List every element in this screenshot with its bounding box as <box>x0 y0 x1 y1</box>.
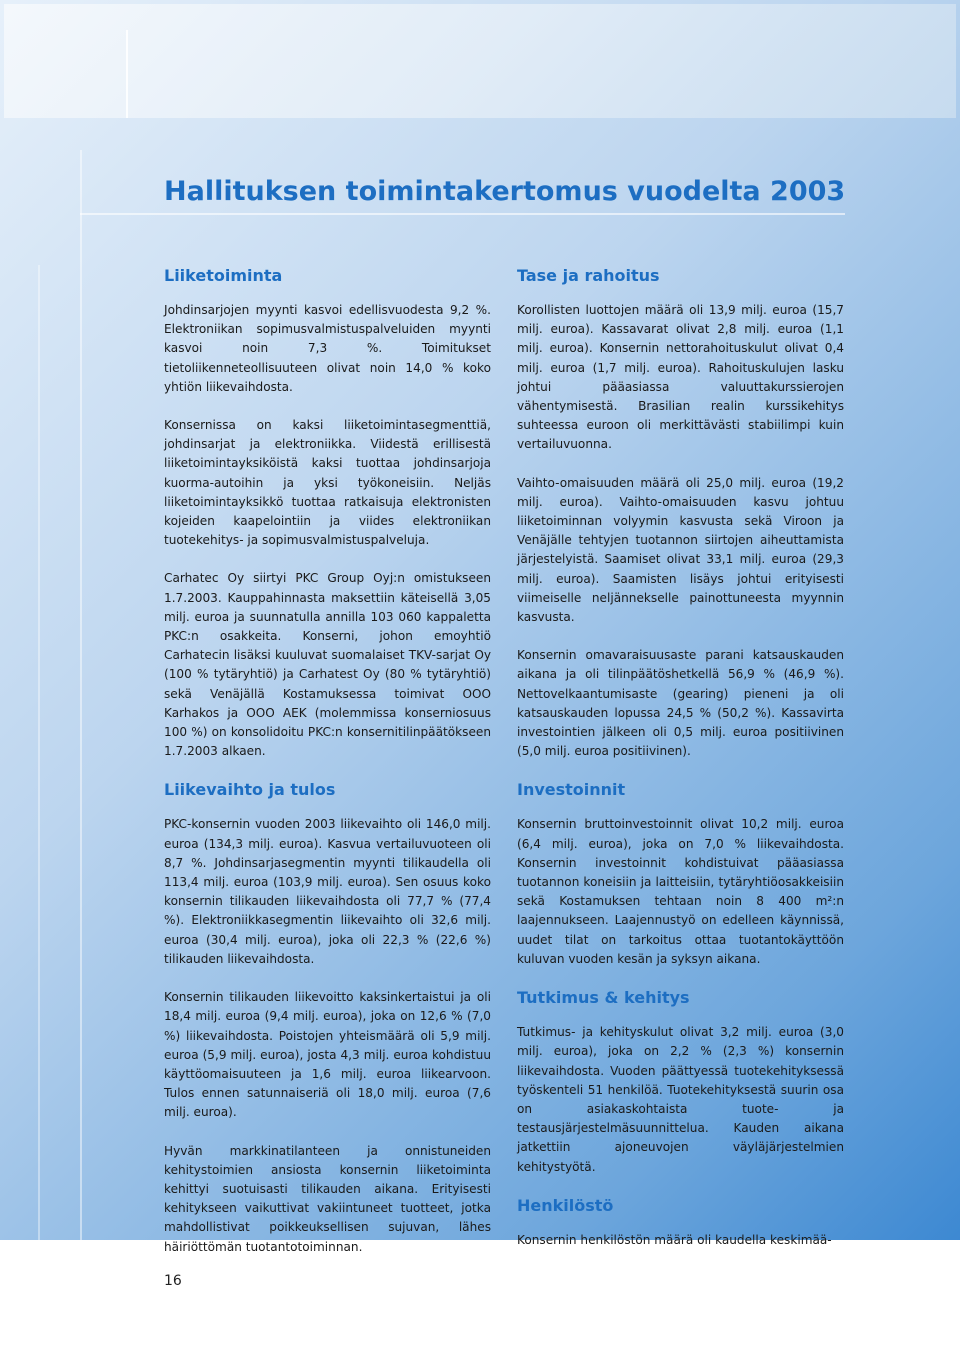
right-column <box>517 266 844 1269</box>
paragraph: Konsernin bruttoinvestoinnit olivat 10,2 milj. euroa (6,4 milj. euroa), joka on 7,0 % liikevaihdosta. Konsernin investoinnit kohdistuivat pääasiassa tuotannon koneisiin ja laitteisiin, tytäryhtiöosakkeisiin sekä Kostamuksen tehtaan noin 8 400 m²:n laajennukseen. Laajennustyö on edelleen käynnissä, uudet tilat on tarkoitus ottaa tuotantokäyttöön kuluvan vuoden kesän ja syksyn aikana. <box>517 817 844 966</box>
decorative-line <box>80 150 82 1240</box>
section-heading-liikevaihto-ja-tulos: Liikevaihto ja tulos <box>164 780 336 800</box>
page-title: Hallituksen toimintakertomus vuodelta 2003 <box>164 176 846 207</box>
section-heading-henkilosto: Henkilöstö <box>517 1195 614 1215</box>
top-band <box>4 4 956 118</box>
decorative-line <box>126 30 128 118</box>
paragraph: Vaihto-omaisuuden määrä oli 25,0 milj. euroa (19,2 milj. euroa). Vaihto-omaisuuden kasvu johtuu liiketoiminnan volyymin kasvusta sekä Viroon ja Venäjälle tehtyjen tuotannon siirtojen aiheuttamista järjestelyistä. Saamiset olivat 33,1 milj. euroa (29,3 milj. euroa). Saamisten lisäys johtui erityisesti viimeiselle neljännekselle painottuneesta myynnin kasvusta. <box>517 475 844 625</box>
paragraph: Tutkimus- ja kehityskulut olivat 3,2 milj. euroa (3,0 milj. euroa), joka on 2,2 % (2,3 %) konsernin liikevaihdosta. Vuoden päättyessä tuotekehityksessä työskenteli 51 henkilöä. Tuotekehityksestä suurin osa on asiakaskohtaista tuote- ja testausjärjestelmäsuunnittelua. Kauden aikana jatkettiin ajoneuvojen väyläjärjestelmien kehitystyötä. <box>517 1025 844 1174</box>
section-heading-liiketoiminta: Liiketoiminta <box>164 266 283 285</box>
paragraph: Korollisten luottojen määrä oli 13,9 milj. euroa (15,7 milj. euroa). Kassavarat olivat 2,8 milj. euroa (1,1 milj. euroa). Konsernin nettorahoituskulut olivat 0,4 milj. euroa (1,7 milj. euroa). Rahoituskulujen lasku johtui pääasiassa valuuttakurssierojen vähentymisestä. Brasilian realin kurssikehitys suhteessa euroon oli merkittävästi stabiilimpi kuin vertailuvuonna. <box>517 303 844 452</box>
paragraph: Carhatec Oy siirtyi PKC Group Oyj:n omistukseen 1.7.2003. Kauppahinnasta maksettiin käteisellä 3,05 milj. euroa ja suunnatulla annilla 103 060 kappaletta PKC:n osakkeita. Konserni, johon emoyhtiö Carhatecin lisäksi kuuluvat suomalaiset TKV-sarjat Oy (100 % tytäryhtiö) ja Carhatest Oy (80 % tytäryhtiö) sekä Venäjällä Kostamuksessa toimivat OOO Karhakos ja OOO AEK (molemmissa konserniosuus 100 %) on konsolidoitu PKC:n konsernitilinpäätökseen 1.7.2003 alkaen. <box>164 571 491 759</box>
page-number: 16 <box>164 1273 182 1289</box>
paragraph: Hyvän markkinatilanteen ja onnistuneiden kehitystoimien ansiosta konsernin liiketoiminta kehittyi suotuisasti tilikauden aikana. Erityisesti kehitykseen vaikuttivat vakiintuneet tuotteet, jotka mahdollistivat poikkeuksellisen sujuvan, lähes häiriöttömän tuotantotoiminnan. <box>164 1143 491 1254</box>
paragraph: Johdinsarjojen myynti kasvoi edellisvuodesta 9,2 %. Elektroniikan sopimusvalmistuspalveluiden myynti kasvoi noin 7,3 %. Toimitukset tietoliikenneteollisuuteen olivat noin 14,0 % koko yhtiön liikevaihdosta. <box>164 303 491 394</box>
section-heading-tutkimus-kehitys: Tutkimus & kehitys <box>517 988 690 1008</box>
paragraph: Konsernin tilikauden liikevoitto kaksinkertaistui ja oli 18,4 milj. euroa (9,4 milj. euroa), joka on 12,6 % (7,0 %) liikevaihdosta. Poistojen yhteismäärä oli 5,9 milj. euroa (5,9 milj. euroa), josta 4,3 milj. euroa kohdistuu käyttöomaisuuteen ja 1,6 milj. euroa liikearvoon. Tulos ennen satunnaiseriä oli 18,0 milj. euroa (7,6 milj. euroa). <box>164 990 491 1120</box>
left-column <box>164 266 491 1276</box>
paragraph: Konsernissa on kaksi liiketoimintasegmenttiä, johdinsarjat ja elektroniikka. Viidestä erillisestä liiketoimintayksiköistä kaksi tuottaa johdinsarjoja kuorma-autoihin ja yksi työkoneisiin. Neljäs liiketoimintayksikkö tuottaa ratkaisuja elektronisten kojeiden kaapelointiin ja viides elektroniikan tuotekehitys- ja sopimusvalmistuspalveluja. <box>164 418 491 548</box>
section-heading-tase-ja-rahoitus: Tase ja rahoitus <box>517 266 660 285</box>
decorative-line <box>80 213 845 215</box>
paragraph: PKC-konsernin vuoden 2003 liikevaihto oli 146,0 milj. euroa (134,3 milj. euroa). Kasvua vertailuvuoteen oli 8,7 %. Johdinsarjasegmentin myynti tilikaudella oli 113,4 milj. euroa (103,9 milj. euroa). Sen osuus koko konsernin tilikauden liikevaihdosta oli 77,7 % (77,4 %). Elektroniikkasegmentin liikevaihto oli 32,6 milj. euroa (30,4 milj. euroa), joka oli 22,3 % (22,6 %) tilikauden liikevaihdosta. <box>164 817 491 966</box>
paragraph: Konsernin omavaraisuusaste parani katsauskauden aikana ja oli tilinpäätöshetkellä 56,9 % (46,9 %). Nettovelkaantumisaste (gearing) pieneni ja oli katsauskauden lopussa 24,5 % (50,2 %). Kassavirta investointien jälkeen oli 0,5 milj. euroa positiivinen (5,0 milj. euroa positiivinen). <box>517 648 844 759</box>
paragraph: Konsernin henkilöstön määrä oli kaudella keskimää- <box>517 1232 832 1247</box>
section-heading-investoinnit: Investoinnit <box>517 780 626 800</box>
decorative-line <box>38 265 40 1240</box>
